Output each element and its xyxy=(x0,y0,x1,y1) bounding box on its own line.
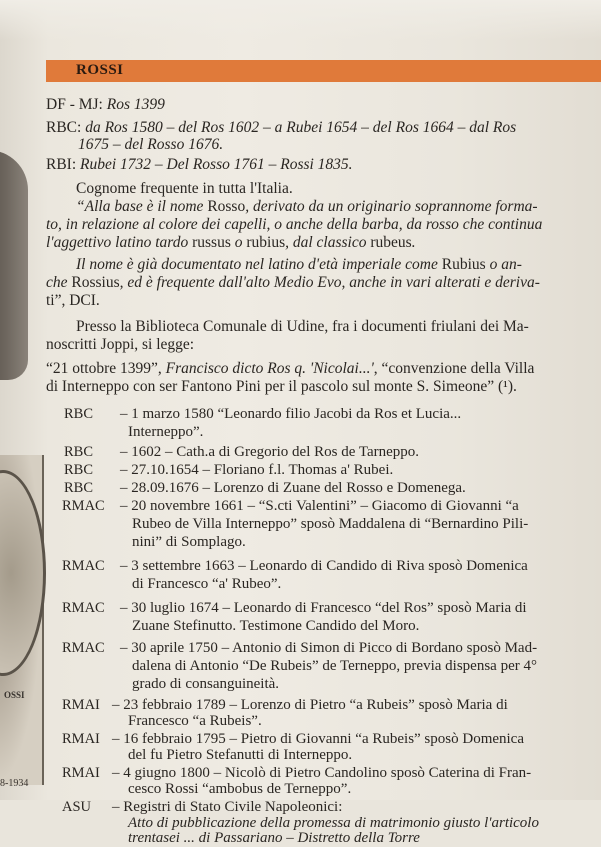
record-code: ASU xyxy=(62,799,92,815)
record-line: – 23 febbraio 1789 – Lorenzo di Pietro “a Rubeis” sposò Maria di xyxy=(112,697,508,713)
intro-p3-l2: che Rossius, ed è frequente dall'alto Medio Evo, anche in vari alterati e deriva- xyxy=(46,274,540,291)
source-rbi: RBI: Rubei 1732 – Del Rosso 1761 – Rossi 1835. xyxy=(46,156,353,173)
intro-p4-l1: Presso la Biblioteca Comunale di Udine, fra i documenti friulani dei Ma- xyxy=(76,318,529,335)
record-code: RMAI xyxy=(62,697,100,713)
record-code: RBC xyxy=(64,462,94,478)
record-line: – 30 aprile 1750 – Antonio di Simon di Picco di Bordano sposò Mad- xyxy=(120,640,538,656)
intro-p2-l3: l'aggettivo latino tardo russus o rubius, dal classico rubeus. xyxy=(46,234,416,251)
record-code: RMAC xyxy=(62,600,105,616)
surname-title: ROSSI xyxy=(76,62,124,78)
record-code: RBC xyxy=(64,444,94,460)
record-code: RMAI xyxy=(62,765,100,781)
intro-p5-l1: “21 ottobre 1399”, Francisco dicto Ros q. 'Nicolai...', “convenzione della Villa xyxy=(46,360,535,377)
record-line: dalena di Antonio “De Rubeis” de Terneppo, previa dispensa per 4° xyxy=(132,658,537,674)
record-line: cesco Rossi “ambobus de Terneppo”. xyxy=(128,780,352,797)
intro-p4-l2: noscritti Joppi, si legge: xyxy=(46,336,195,353)
record-code: RMAI xyxy=(62,731,100,747)
record-line: – 1 marzo 1580 “Leonardo filio Jacobi da Ros et Lucia... xyxy=(120,406,462,422)
record-line: di Francesco “a' Rubeo”. xyxy=(132,576,282,592)
record-code: RMAC xyxy=(62,498,105,514)
record-line: Atto di pubblicazione della promessa di matrimonio giusto l'articolo xyxy=(128,814,539,831)
source-rbc-line1: RBC: da Ros 1580 – del Ros 1602 – a Rubei 1654 – del Ros 1664 – dal Ros xyxy=(46,119,517,136)
record-code: RMAC xyxy=(62,640,105,656)
record-line: nini” di Somplago. xyxy=(132,534,246,550)
record-line: – 30 luglio 1674 – Leonardo di Francesco “del Ros” sposò Maria di xyxy=(120,600,527,616)
record-line: – 27.10.1654 – Floriano f.l. Thomas a' Rubei. xyxy=(120,462,394,478)
record-line: trentasei ... di Passariano – Distretto della Torre xyxy=(128,830,420,846)
record-line: Rubeo de Villa Interneppo” sposò Maddalena di “Bernardino Pili- xyxy=(132,516,529,532)
page-highlight xyxy=(0,0,601,40)
intro-p3-l1: Il nome è già documentato nel latino d'età imperiale come Rubius o an- xyxy=(76,256,522,273)
record-line: Interneppo”. xyxy=(128,424,204,440)
record-code: RMAC xyxy=(62,558,105,574)
intro-p5-l2: di Interneppo con ser Fantono Pini per il pascolo sul monte S. Simeone” (¹). xyxy=(46,378,517,395)
intro-p2-l1: “Alla base è il nome Rosso, derivato da un originario soprannome forma- xyxy=(76,198,538,215)
record-line: Zuane Stefinutto. Testimone Candido del Moro. xyxy=(132,618,420,634)
record-line: – 4 giugno 1800 – Nicolò di Pietro Candolino sposò Caterina di Fran- xyxy=(112,765,532,781)
record-line: – 28.09.1676 – Lorenzo di Zuane del Rosso e Domenega. xyxy=(120,480,466,496)
record-code: RBC xyxy=(64,480,94,496)
source-dfmj: DF - MJ: Ros 1399 xyxy=(46,96,165,113)
record-line: – 1602 – Cath.a di Gregorio del Ros de Tarneppo. xyxy=(120,444,420,460)
portrait-photo-top xyxy=(0,150,28,380)
record-line: grado di consanguineità. xyxy=(132,676,280,692)
record-line: – 3 settembre 1663 – Leonardo di Candido di Riva sposò Domenica xyxy=(120,558,528,574)
record-code: RBC xyxy=(64,406,94,422)
intro-p1: Cognome frequente in tutta l'Italia. xyxy=(76,180,293,197)
source-rbc-line2: 1675 – del Rosso 1676. xyxy=(78,136,224,153)
photo-caption: OSSI xyxy=(4,690,25,700)
section-banner xyxy=(46,60,601,82)
intro-p3-l3: ti”, DCI. xyxy=(46,292,100,309)
intro-p2-l2: to, in relazione al colore dei capelli, o anche della barba, da rosso che continua xyxy=(46,216,543,233)
record-line: Francesco “a Rubeis”. xyxy=(128,712,262,729)
record-line: del fu Pietro Stefanutti di Interneppo. xyxy=(128,746,353,763)
photo-year: 8-1934 xyxy=(0,778,29,789)
record-line: – 20 novembre 1661 – “S.cti Valentini” – Giacomo di Giovanni “a xyxy=(120,498,519,514)
record-line: – 16 febbraio 1795 – Pietro di Giovanni “a Rubeis” sposò Domenica xyxy=(112,731,525,747)
record-line: – Registri di Stato Civile Napoleonici: xyxy=(112,799,343,815)
